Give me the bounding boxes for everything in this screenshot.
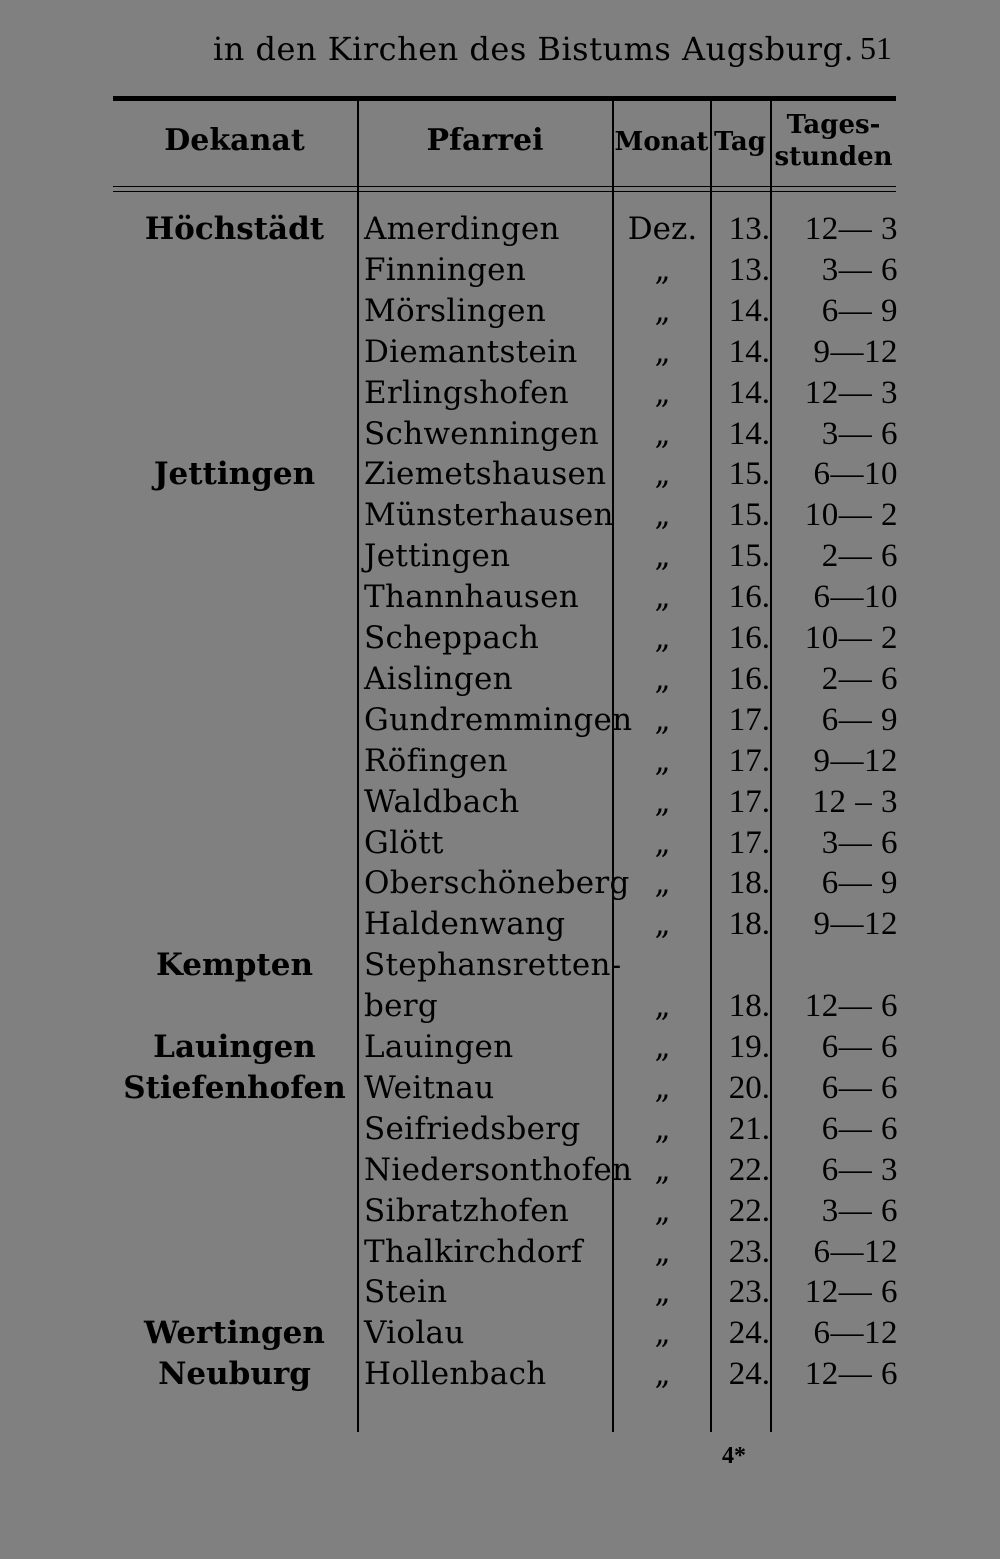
header-rule-lower [113, 191, 896, 192]
table-row [0, 782, 1000, 823]
tagesstunden-cell: 12— 6 [804, 988, 898, 1025]
pfarrei-cell: Finningen [364, 251, 527, 288]
table-row [0, 454, 1000, 495]
table-row [0, 1109, 1000, 1150]
monat-cell: „ [654, 906, 671, 943]
tagesstunden-cell: 6— 6 [821, 1069, 898, 1106]
pfarrei-cell: Niedersonthofen [364, 1151, 633, 1188]
tag-cell: 24. [728, 1315, 770, 1352]
table-row [0, 618, 1000, 659]
pfarrei-cell: Seifriedsberg [364, 1110, 581, 1147]
page-number: 51 [860, 30, 892, 66]
header-pfarrei: Pfarrei [426, 123, 544, 158]
table-row [0, 536, 1000, 577]
running-title: in den Kirchen des Bistums Augsburg. [213, 30, 855, 68]
tag-cell: 23. [728, 1233, 770, 1270]
monat-cell: „ [654, 374, 671, 411]
monat-cell: „ [654, 292, 671, 329]
tag-cell: 15. [728, 538, 770, 575]
table-row [0, 373, 1000, 414]
pfarrei-cell: Sibratzhofen [364, 1192, 570, 1229]
tag-cell: 14. [728, 333, 770, 370]
header-tagesstunden-line2: stunden [774, 142, 893, 172]
table-row [0, 741, 1000, 782]
tagesstunden-cell: 6— 9 [821, 701, 898, 738]
table-row [0, 1272, 1000, 1313]
table-row [0, 577, 1000, 618]
pfarrei-cell: Mörslingen [364, 292, 547, 329]
dekanat-cell: Neuburg [158, 1356, 311, 1393]
monat-cell: „ [654, 1356, 671, 1393]
tagesstunden-cell: 2— 6 [821, 538, 898, 575]
tag-cell: 24. [728, 1356, 770, 1393]
table-row [0, 332, 1000, 373]
monat-cell: „ [654, 1274, 671, 1311]
tag-cell: 16. [728, 660, 770, 697]
top-rule [113, 96, 896, 101]
tagesstunden-cell: 12 – 3 [812, 783, 898, 820]
table-row [0, 659, 1000, 700]
monat-cell: „ [654, 1110, 671, 1147]
pfarrei-cell: Haldenwang [364, 906, 566, 943]
tag-cell: 13. [728, 251, 770, 288]
tagesstunden-cell: 6— 6 [821, 1110, 898, 1147]
signature-mark: 4* [722, 1443, 746, 1469]
table-row [0, 414, 1000, 455]
pfarrei-cell: Diemantstein [364, 333, 578, 370]
table-row [0, 1354, 1000, 1395]
monat-cell: „ [654, 742, 671, 779]
tag-cell: 20. [728, 1069, 770, 1106]
tagesstunden-cell: 3— 6 [821, 415, 898, 452]
monat-cell: „ [654, 497, 671, 534]
table-row [0, 291, 1000, 332]
tag-cell: 14. [728, 415, 770, 452]
table-row [0, 700, 1000, 741]
pfarrei-cell: Röfingen [364, 742, 508, 779]
tag-cell: 14. [728, 374, 770, 411]
pfarrei-cell: Amerdingen [364, 211, 560, 247]
pfarrei-cell: Waldbach [364, 783, 520, 820]
tag-cell: 17. [728, 824, 770, 861]
tag-cell: 15. [728, 456, 770, 493]
monat-cell: „ [654, 1151, 671, 1188]
tagesstunden-cell: 6— 3 [821, 1151, 898, 1188]
tag-cell: 13. [728, 211, 770, 247]
tag-cell: 22. [728, 1151, 770, 1188]
pfarrei-cell: Violau [364, 1315, 465, 1352]
pfarrei-cell: Thannhausen [364, 579, 579, 616]
table-row [0, 1191, 1000, 1232]
header-tagesstunden-line1: Tages- [786, 110, 881, 140]
monat-cell: „ [654, 1192, 671, 1229]
dekanat-cell: Höchstädt [144, 211, 325, 247]
header-tagesstunden [771, 112, 896, 170]
tagesstunden-cell: 9—12 [813, 742, 898, 779]
monat-cell: „ [654, 988, 671, 1025]
tagesstunden-cell: 6— 9 [821, 292, 898, 329]
dekanat-cell: Stiefenhofen [123, 1069, 346, 1106]
tagesstunden-cell: 12— 3 [804, 374, 898, 411]
tagesstunden-cell: 6—10 [813, 579, 898, 616]
tag-cell: 16. [728, 620, 770, 656]
monat-cell: „ [654, 660, 671, 697]
tagesstunden-cell: 6— 9 [821, 865, 898, 902]
monat-cell: „ [654, 865, 671, 902]
tag-cell: 17. [728, 783, 770, 820]
table-row [0, 945, 1000, 986]
tag-cell: 18. [728, 988, 770, 1025]
monat-cell: „ [654, 1029, 671, 1065]
tagesstunden-cell: 12— 3 [804, 211, 898, 247]
pfarrei-cell: Weitnau [364, 1069, 495, 1106]
table-row [0, 250, 1000, 291]
monat-cell: „ [654, 620, 671, 656]
pfarrei-cell: Thalkirchdorf [364, 1233, 583, 1270]
tagesstunden-cell: 3— 6 [821, 824, 898, 861]
pfarrei-cell: Hollenbach [364, 1356, 547, 1393]
table-row [0, 495, 1000, 536]
monat-cell: „ [654, 579, 671, 616]
tagesstunden-cell: 9—12 [813, 906, 898, 943]
monat-cell: „ [654, 701, 671, 738]
tagesstunden-cell: 12— 6 [804, 1356, 898, 1393]
monat-cell: „ [654, 415, 671, 452]
pfarrei-cell: Aislingen [364, 660, 513, 697]
monat-cell: „ [654, 538, 671, 575]
tag-cell: 19. [728, 1029, 770, 1065]
pfarrei-cell: Oberschöneberg [364, 865, 630, 902]
monat-cell: „ [654, 824, 671, 861]
monat-cell: Dez. [627, 211, 698, 247]
tagesstunden-cell: 12— 6 [804, 1274, 898, 1311]
table-row [0, 1027, 1000, 1068]
tagesstunden-cell: 10— 2 [804, 497, 898, 534]
tagesstunden-cell: 10— 2 [804, 620, 898, 656]
tag-cell: 23. [728, 1274, 770, 1311]
table-row [0, 863, 1000, 904]
tagesstunden-cell: 6—12 [813, 1233, 898, 1270]
monat-cell: „ [654, 251, 671, 288]
monat-cell: „ [654, 1315, 671, 1352]
dekanat-cell: Jettingen [153, 456, 316, 493]
pfarrei-cell: Stephansretten- [364, 947, 622, 984]
tagesstunden-cell: 2— 6 [821, 660, 898, 697]
header-rule-upper [113, 186, 896, 187]
pfarrei-cell: Münsterhausen [364, 497, 614, 534]
dekanat-cell: Kempten [155, 947, 314, 984]
tag-cell: 16. [728, 579, 770, 616]
pfarrei-cell: Jettingen [364, 538, 511, 575]
tag-cell: 18. [728, 906, 770, 943]
header-tag: Tag [714, 127, 766, 157]
table-row [0, 823, 1000, 864]
tagesstunden-cell: 3— 6 [821, 251, 898, 288]
tagesstunden-cell: 6—12 [813, 1315, 898, 1352]
dekanat-cell: Wertingen [144, 1315, 325, 1352]
pfarrei-cell: Erlingshofen [364, 374, 570, 411]
pfarrei-cell: Schwenningen [364, 415, 600, 452]
table-row [0, 209, 1000, 250]
tag-cell: 14. [728, 292, 770, 329]
tag-cell: 15. [728, 497, 770, 534]
pfarrei-cell: Stein [364, 1274, 448, 1311]
table-row [0, 1232, 1000, 1273]
pfarrei-cell: berg [364, 988, 439, 1025]
tagesstunden-cell: 9—12 [813, 333, 898, 370]
pfarrei-cell: Gundremmingen [364, 701, 633, 738]
pfarrei-cell: Glött [364, 824, 444, 861]
dekanat-cell: Lauingen [153, 1029, 316, 1065]
table-row [0, 1150, 1000, 1191]
monat-cell: „ [654, 1233, 671, 1270]
tag-cell: 21. [728, 1110, 770, 1147]
tagesstunden-cell: 3— 6 [821, 1192, 898, 1229]
monat-cell: „ [654, 456, 671, 493]
table-row [0, 986, 1000, 1027]
tag-cell: 18. [728, 865, 770, 902]
header-dekanat: Dekanat [164, 123, 305, 158]
table-row [0, 1313, 1000, 1354]
monat-cell: „ [654, 783, 671, 820]
monat-cell: „ [654, 333, 671, 370]
table-row [0, 1068, 1000, 1109]
tagesstunden-cell: 6—10 [813, 456, 898, 493]
tagesstunden-cell: 6— 6 [821, 1029, 898, 1065]
table-row [0, 904, 1000, 945]
pfarrei-cell: Scheppach [364, 620, 540, 656]
tag-cell: 22. [728, 1192, 770, 1229]
pfarrei-cell: Lauingen [364, 1029, 514, 1065]
pfarrei-cell: Ziemetshausen [364, 456, 607, 493]
tag-cell: 17. [728, 701, 770, 738]
monat-cell: „ [654, 1069, 671, 1106]
tag-cell: 17. [728, 742, 770, 779]
header-monat: Monat [614, 127, 709, 157]
